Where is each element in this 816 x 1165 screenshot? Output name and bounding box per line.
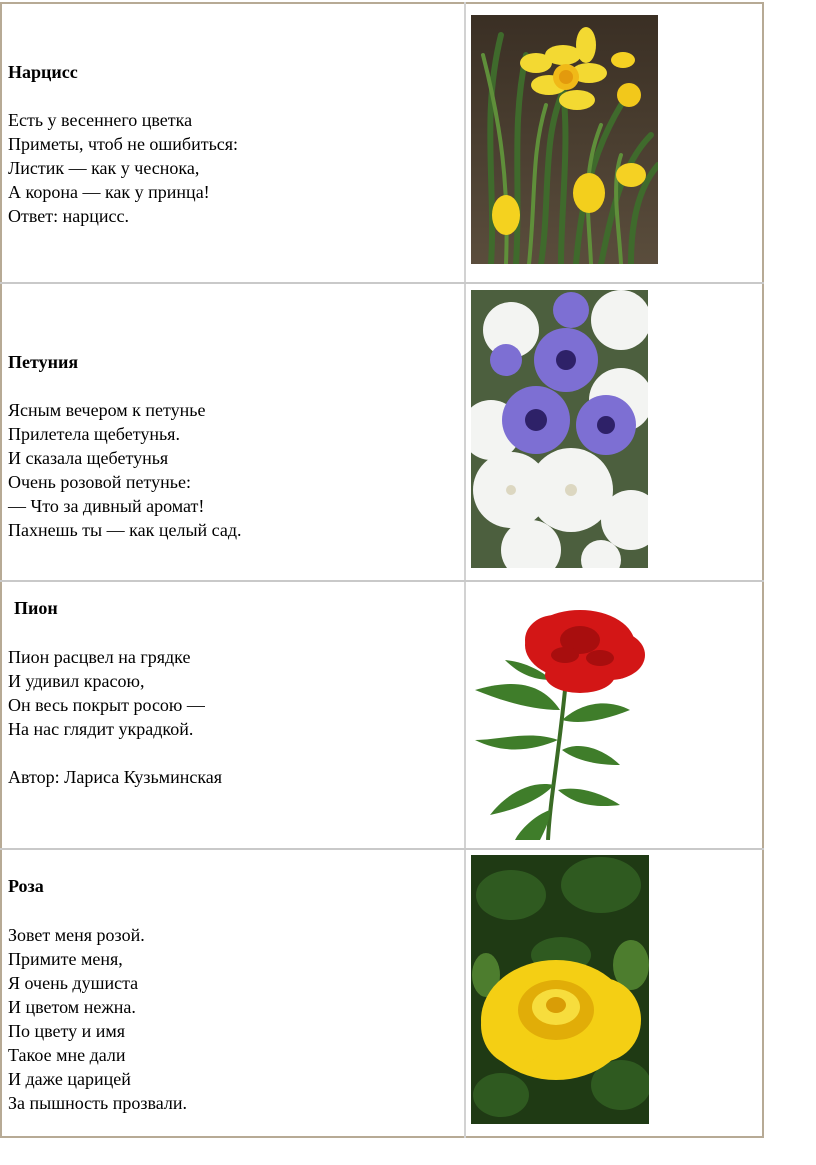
poem-line: И даже царицей	[8, 1069, 131, 1089]
card-title: Роза	[8, 876, 44, 896]
column-divider	[464, 2, 466, 1138]
row-divider	[0, 848, 764, 850]
poem-line: По цвету и имя	[8, 1021, 126, 1041]
poem-line: За пышность прозвали.	[8, 1093, 188, 1113]
poem-line: Приметы, чтоб не ошибиться:	[8, 134, 239, 154]
rose-photo	[471, 855, 649, 1124]
petunia-photo	[471, 290, 648, 568]
poem-line: Он весь покрыт росою —	[8, 695, 205, 715]
poem-line: На нас глядит украдкой.	[8, 719, 194, 739]
poem-line: — Что за дивный аромат!	[8, 496, 205, 516]
poem-line: Ясным вечером к петунье	[8, 400, 206, 420]
poem-line: Зовет меня розой.	[8, 925, 145, 945]
poem-line: Я очень душиста	[8, 973, 139, 993]
poem-line: Пион расцвел на грядке	[8, 647, 191, 667]
poem-line: Листик — как у чеснока,	[8, 158, 200, 178]
card-title: Петуния	[8, 352, 79, 372]
poem-author: Автор: Лариса Кузьминская	[8, 767, 223, 787]
poem-line: Такое мне дали	[8, 1045, 126, 1065]
poem-line: А корона — как у принца!	[8, 182, 210, 202]
peony-photo	[470, 600, 652, 840]
card-title: Нарцисс	[8, 62, 78, 82]
poem-line: И сказала щебетунья	[8, 448, 169, 468]
row-divider	[0, 282, 764, 284]
row-divider	[0, 580, 764, 582]
poem-line: Очень розовой петунье:	[8, 472, 191, 492]
card-title: Пион	[14, 598, 58, 618]
poem-line: Ответ: нарцисс.	[8, 206, 129, 226]
daffodil-photo	[471, 15, 658, 264]
poem-line: Пахнешь ты — как целый сад.	[8, 520, 242, 540]
poem-line: Прилетела щебетунья.	[8, 424, 180, 444]
poem-line: И удивил красою,	[8, 671, 145, 691]
poem-line: И цветом нежна.	[8, 997, 136, 1017]
poem-line: Примите меня,	[8, 949, 123, 969]
poem-line: Есть у весеннего цветка	[8, 110, 193, 130]
